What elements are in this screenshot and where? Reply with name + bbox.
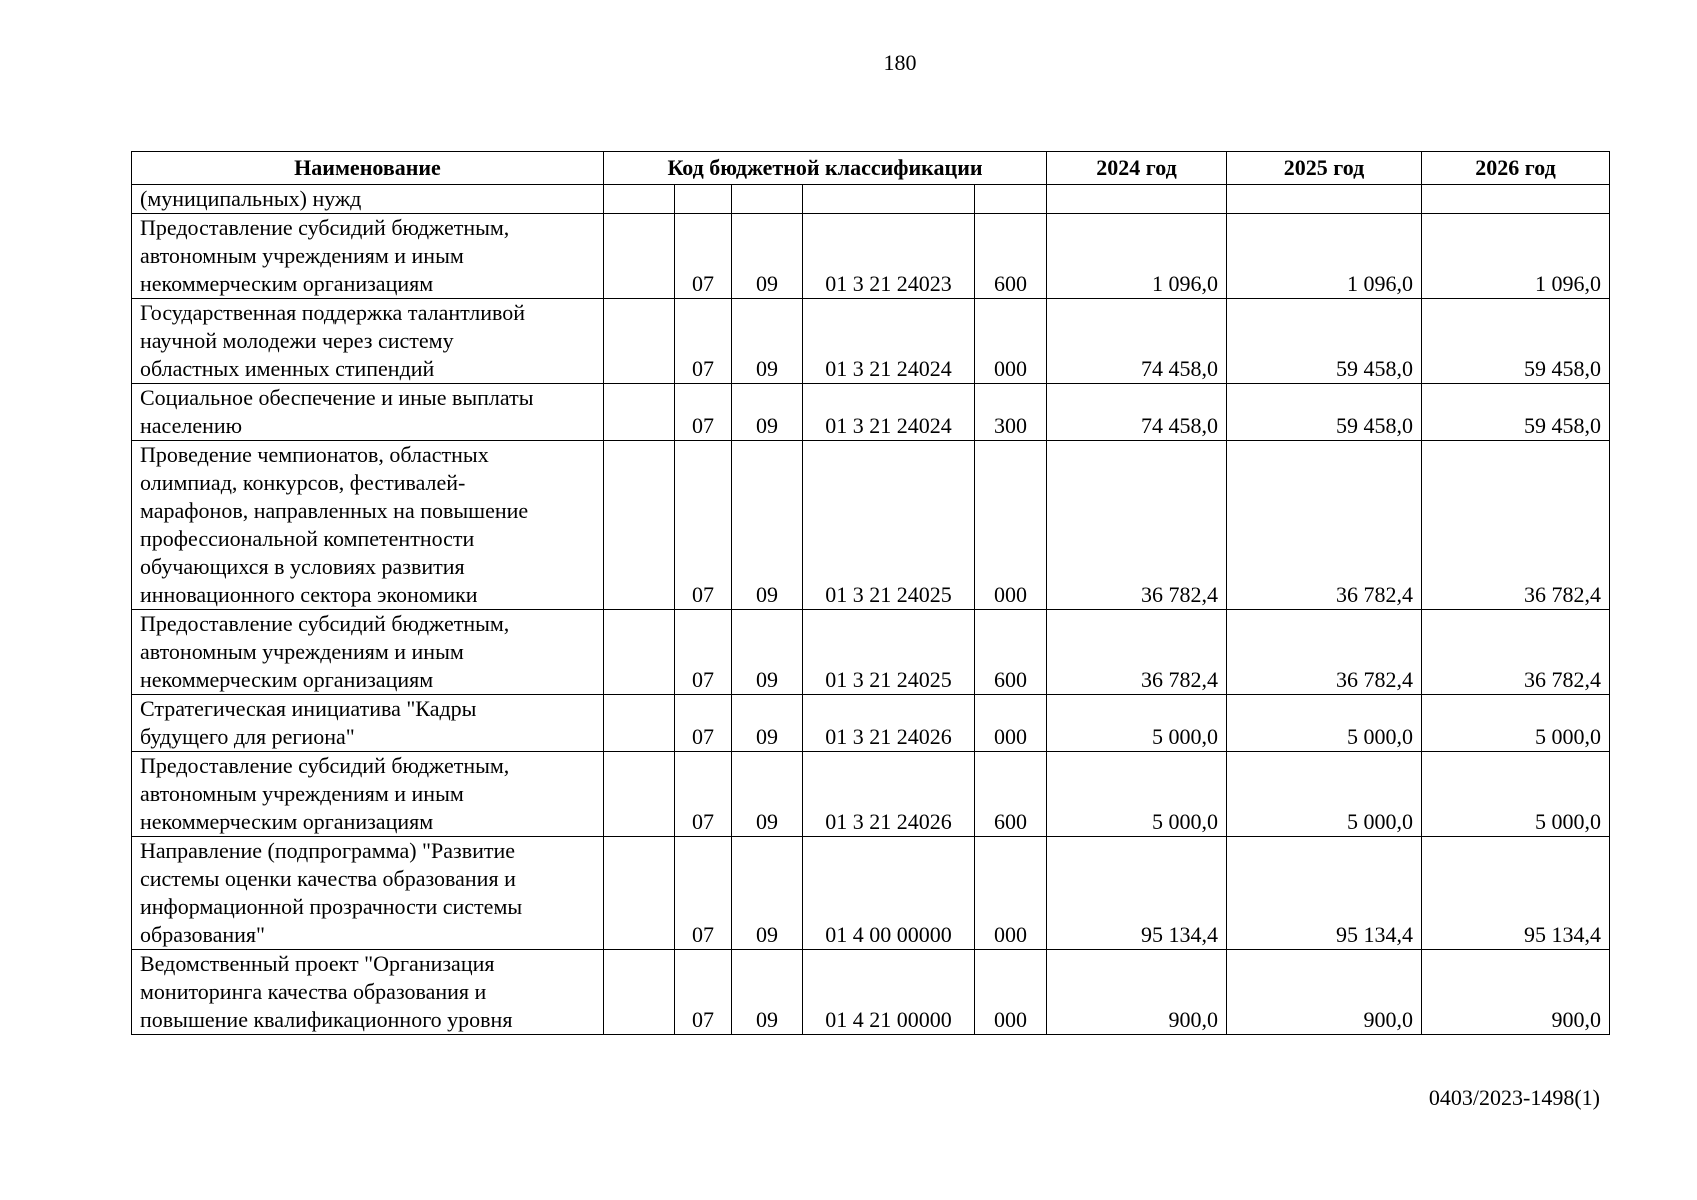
cell-subsection: 09 <box>732 299 803 384</box>
cell-spacer <box>604 185 675 214</box>
cell-amount-2026: 36 782,4 <box>1422 610 1610 695</box>
cell-amount-2025: 5 000,0 <box>1227 695 1422 752</box>
cell-section: 07 <box>675 837 732 950</box>
cell-expense-type: 000 <box>975 837 1047 950</box>
cell-amount-2025: 900,0 <box>1227 950 1422 1035</box>
table-row <box>132 752 1610 837</box>
cell-name: Проведение чемпионатов, областных олимпиад, конкурсов, фестивалей- марафонов, направленных на повышение профессиональной компетентности обучающихся в условиях развития инновационного сектора экономики <box>132 441 604 610</box>
cell-name: (муниципальных) нужд <box>132 185 604 214</box>
cell-target-article: 01 3 21 24025 <box>803 610 975 695</box>
cell-target-article: 01 3 21 24024 <box>803 299 975 384</box>
cell-expense-type: 600 <box>975 610 1047 695</box>
cell-section: 07 <box>675 441 732 610</box>
cell-amount-2024: 74 458,0 <box>1047 299 1227 384</box>
cell-name: Ведомственный проект "Организация мониторинга качества образования и повышение квалификационного уровня <box>132 950 604 1035</box>
cell-amount-2024: 5 000,0 <box>1047 752 1227 837</box>
cell-name: Предоставление субсидий бюджетным, автономным учреждениям и иным некоммерческим организациям <box>132 610 604 695</box>
cell-spacer <box>604 441 675 610</box>
cell-spacer <box>604 214 675 299</box>
budget-table <box>131 151 1610 1035</box>
cell-amount-2026: 59 458,0 <box>1422 384 1610 441</box>
cell-subsection: 09 <box>732 695 803 752</box>
cell-amount-2025: 59 458,0 <box>1227 299 1422 384</box>
cell-amount-2024: 1 096,0 <box>1047 214 1227 299</box>
cell-section: 07 <box>675 695 732 752</box>
cell-section: 07 <box>675 610 732 695</box>
cell-target-article: 01 3 21 24026 <box>803 752 975 837</box>
cell-name: Государственная поддержка талантливой научной молодежи через систему областных именных стипендий <box>132 299 604 384</box>
cell-subsection: 09 <box>732 441 803 610</box>
table-row <box>132 695 1610 752</box>
table-row <box>132 950 1610 1035</box>
table-row <box>132 610 1610 695</box>
table-row <box>132 185 1610 214</box>
cell-expense-type: 000 <box>975 950 1047 1035</box>
cell-expense-type: 600 <box>975 752 1047 837</box>
cell-amount-2024: 95 134,4 <box>1047 837 1227 950</box>
cell-amount-2026 <box>1422 185 1610 214</box>
table-body <box>132 185 1610 1035</box>
cell-target-article: 01 3 21 24024 <box>803 384 975 441</box>
cell-target-article: 01 3 21 24023 <box>803 214 975 299</box>
cell-target-article: 01 3 21 24025 <box>803 441 975 610</box>
cell-amount-2025: 1 096,0 <box>1227 214 1422 299</box>
cell-amount-2025: 95 134,4 <box>1227 837 1422 950</box>
cell-name: Социальное обеспечение и иные выплаты населению <box>132 384 604 441</box>
cell-amount-2026: 59 458,0 <box>1422 299 1610 384</box>
cell-expense-type: 600 <box>975 214 1047 299</box>
cell-subsection: 09 <box>732 610 803 695</box>
cell-amount-2025: 36 782,4 <box>1227 441 1422 610</box>
table-row <box>132 837 1610 950</box>
cell-amount-2025: 36 782,4 <box>1227 610 1422 695</box>
table-row <box>132 214 1610 299</box>
cell-spacer <box>604 837 675 950</box>
table-row <box>132 441 1610 610</box>
cell-spacer <box>604 752 675 837</box>
cell-target-article <box>803 185 975 214</box>
cell-target-article: 01 3 21 24026 <box>803 695 975 752</box>
cell-subsection <box>732 185 803 214</box>
cell-name: Предоставление субсидий бюджетным, автономным учреждениям и иным некоммерческим организациям <box>132 752 604 837</box>
cell-amount-2025: 59 458,0 <box>1227 384 1422 441</box>
cell-name: Стратегическая инициатива "Кадры будущего для региона" <box>132 695 604 752</box>
cell-amount-2024: 5 000,0 <box>1047 695 1227 752</box>
cell-amount-2024: 900,0 <box>1047 950 1227 1035</box>
cell-expense-type: 000 <box>975 299 1047 384</box>
header-2026: 2026 год <box>1422 152 1610 185</box>
cell-spacer <box>604 695 675 752</box>
cell-expense-type: 000 <box>975 441 1047 610</box>
cell-expense-type <box>975 185 1047 214</box>
cell-section: 07 <box>675 299 732 384</box>
cell-amount-2026: 36 782,4 <box>1422 441 1610 610</box>
cell-amount-2026: 900,0 <box>1422 950 1610 1035</box>
cell-amount-2025: 5 000,0 <box>1227 752 1422 837</box>
cell-section <box>675 185 732 214</box>
header-name: Наименование <box>132 152 604 185</box>
table-row <box>132 384 1610 441</box>
header-2025: 2025 год <box>1227 152 1422 185</box>
document-code: 0403/2023-1498(1) <box>1428 1085 1600 1110</box>
cell-subsection: 09 <box>732 384 803 441</box>
cell-amount-2024 <box>1047 185 1227 214</box>
cell-subsection: 09 <box>732 214 803 299</box>
table-row <box>132 299 1610 384</box>
cell-amount-2024: 36 782,4 <box>1047 610 1227 695</box>
cell-section: 07 <box>675 752 732 837</box>
cell-amount-2026: 95 134,4 <box>1422 837 1610 950</box>
cell-name: Направление (подпрограмма) "Развитие системы оценки качества образования и информационной прозрачности системы образования" <box>132 837 604 950</box>
table-header-row <box>132 152 1610 185</box>
cell-section: 07 <box>675 950 732 1035</box>
cell-amount-2026: 5 000,0 <box>1422 752 1610 837</box>
header-code: Код бюджетной классификации <box>604 152 1047 185</box>
cell-subsection: 09 <box>732 752 803 837</box>
cell-amount-2024: 74 458,0 <box>1047 384 1227 441</box>
cell-spacer <box>604 384 675 441</box>
cell-expense-type: 000 <box>975 695 1047 752</box>
header-2024: 2024 год <box>1047 152 1227 185</box>
cell-name: Предоставление субсидий бюджетным, автономным учреждениям и иным некоммерческим организациям <box>132 214 604 299</box>
cell-amount-2026: 5 000,0 <box>1422 695 1610 752</box>
cell-spacer <box>604 610 675 695</box>
cell-expense-type: 300 <box>975 384 1047 441</box>
cell-amount-2025 <box>1227 185 1422 214</box>
cell-section: 07 <box>675 384 732 441</box>
cell-spacer <box>604 950 675 1035</box>
cell-target-article: 01 4 00 00000 <box>803 837 975 950</box>
page-number: 180 <box>883 50 917 75</box>
cell-subsection: 09 <box>732 950 803 1035</box>
cell-spacer <box>604 299 675 384</box>
cell-target-article: 01 4 21 00000 <box>803 950 975 1035</box>
cell-subsection: 09 <box>732 837 803 950</box>
cell-amount-2024: 36 782,4 <box>1047 441 1227 610</box>
cell-section: 07 <box>675 214 732 299</box>
cell-amount-2026: 1 096,0 <box>1422 214 1610 299</box>
